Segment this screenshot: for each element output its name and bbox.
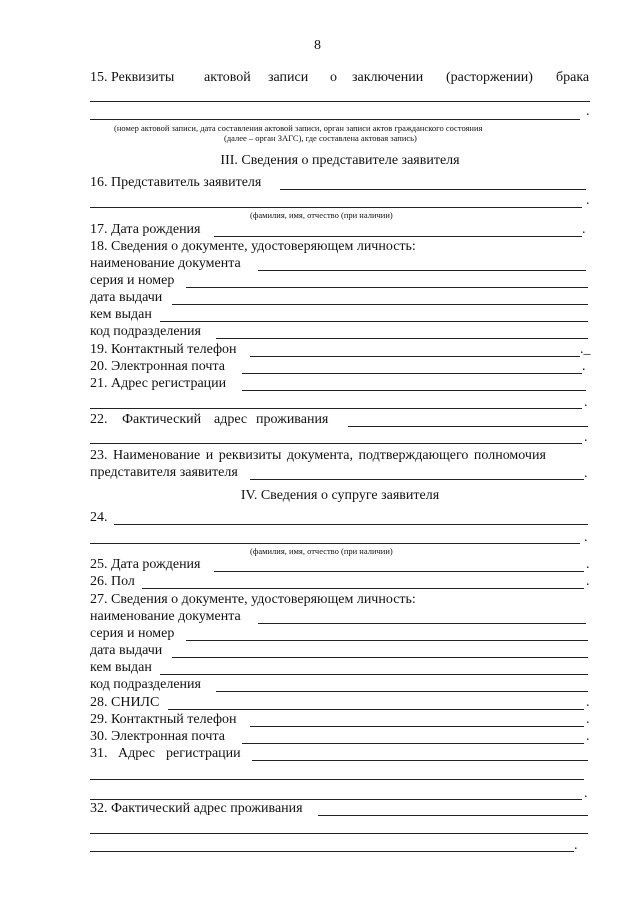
field-15-w3: записи — [268, 70, 309, 85]
field-23-line1: 23. Наименование и реквизиты документа, подтверждающего полномочия — [90, 448, 546, 463]
field-27-series-line[interactable] — [186, 640, 588, 641]
field-32-dot: . — [574, 838, 578, 853]
field-18-docname-label: наименование документа — [90, 256, 241, 271]
field-21-dot: . — [584, 395, 588, 410]
field-24-note: (фамилия, имя, отчество (при наличии) — [250, 546, 393, 556]
field-30-label: 30. Электронная почта — [90, 729, 225, 744]
field-18-issuedby-line[interactable] — [160, 321, 588, 322]
field-22-line-2[interactable] — [90, 443, 582, 444]
field-18-docname-line[interactable] — [258, 270, 586, 271]
field-27-issuedby-label: кем выдан — [90, 660, 152, 675]
field-31-line-3[interactable] — [90, 799, 582, 800]
field-30-dot: . — [586, 729, 590, 744]
field-20-dot: . — [582, 359, 586, 374]
field-15-w2: актовой — [204, 70, 251, 85]
field-29-label: 29. Контактный телефон — [90, 712, 237, 727]
field-21-line-2[interactable] — [90, 408, 582, 409]
field-18-issuedby-label: кем выдан — [90, 307, 152, 322]
field-19-line[interactable] — [250, 356, 580, 357]
field-22-w3: адрес — [214, 412, 248, 427]
field-31-w2: Адрес — [118, 746, 156, 761]
field-27-label: 27. Сведения о документе, удостоверяющем личность: — [90, 592, 416, 607]
field-18-issuedate-label: дата выдачи — [90, 290, 163, 305]
page-number: 8 — [314, 38, 321, 53]
field-23-line[interactable] — [250, 479, 584, 480]
field-18-series-label: серия и номер — [90, 273, 175, 288]
field-30-line[interactable] — [242, 743, 584, 744]
field-28-line[interactable] — [168, 709, 584, 710]
field-26-label: 26. Пол — [90, 574, 135, 589]
field-19-label: 19. Контактный телефон — [90, 342, 237, 357]
field-32-line-1[interactable] — [318, 815, 588, 816]
field-15-w6: (расторжении) — [446, 70, 533, 85]
field-18-deptcode-line[interactable] — [216, 338, 588, 339]
field-27-docname-label: наименование документа — [90, 609, 241, 624]
field-27-deptcode-label: код подразделения — [90, 677, 201, 692]
field-24-dot: . — [584, 530, 588, 545]
section-3-heading: III. Сведения о представителе заявителя — [220, 153, 460, 168]
field-20-label: 20. Электронная почта — [90, 359, 225, 374]
field-16-dot: . — [586, 193, 590, 208]
field-18-issuedate-line[interactable] — [172, 304, 588, 305]
field-21-label: 21. Адрес регистрации — [90, 376, 227, 391]
field-24-line-2[interactable] — [90, 543, 580, 544]
field-15-line-1[interactable] — [90, 101, 590, 102]
field-25-dot: . — [586, 557, 590, 572]
field-15-w1: 15. Реквизиты — [90, 70, 175, 85]
field-15-w4: о — [330, 70, 337, 85]
field-27-issuedate-label: дата выдачи — [90, 643, 163, 658]
field-16-line-2[interactable] — [90, 207, 582, 208]
field-16-label: 16. Представитель заявителя — [90, 175, 262, 190]
field-26-dot: . — [586, 574, 590, 589]
field-28-dot: . — [586, 695, 590, 710]
field-29-line[interactable] — [250, 726, 584, 727]
field-15-note-2: (далее – орган ЗАГС), где составлена актовая запись) — [224, 133, 417, 143]
field-31-line-2[interactable] — [90, 779, 584, 780]
field-23-dot: . — [584, 466, 588, 481]
field-15-w5: заключении — [352, 70, 424, 85]
field-25-label: 25. Дата рождения — [90, 557, 201, 572]
field-15-line-2[interactable] — [90, 119, 580, 120]
field-20-line[interactable] — [242, 373, 582, 374]
field-24-label: 24. — [90, 510, 108, 525]
field-24-line-1[interactable] — [114, 524, 588, 525]
field-32-line-2[interactable] — [90, 833, 588, 834]
field-31-w3: регистрации — [166, 746, 241, 761]
field-22-w4: проживания — [256, 412, 329, 427]
field-21-line-1[interactable] — [242, 390, 586, 391]
field-17-line[interactable] — [214, 236, 582, 237]
field-28-label: 28. СНИЛС — [90, 695, 160, 710]
field-29-dot: . — [586, 712, 590, 727]
field-18-series-line[interactable] — [186, 287, 588, 288]
field-31-w1: 31. — [90, 746, 108, 761]
field-27-deptcode-line[interactable] — [216, 691, 588, 692]
field-23-line2: представителя заявителя — [90, 465, 238, 480]
field-22-line-1[interactable] — [348, 426, 588, 427]
field-27-issuedate-line[interactable] — [172, 657, 588, 658]
field-31-line-1[interactable] — [252, 760, 588, 761]
field-32-line-3[interactable] — [90, 851, 574, 852]
section-4-heading: IV. Сведения о супруге заявителя — [240, 488, 440, 503]
field-32-label: 32. Фактический адрес проживания — [90, 801, 303, 816]
field-18-deptcode-label: код подразделения — [90, 324, 201, 339]
field-15-note-1: (номер актовой записи, дата составления актовой записи, орган записи актов гражданского состояния — [114, 123, 483, 133]
field-17-dot: . — [582, 222, 586, 237]
field-18-label: 18. Сведения о документе, удостоверяющем личность: — [90, 239, 416, 254]
field-27-issuedby-line[interactable] — [160, 674, 588, 675]
field-15-dot: . — [586, 104, 590, 119]
field-16-note: (фамилия, имя, отчество (при наличии) — [250, 210, 393, 220]
field-27-series-label: серия и номер — [90, 626, 175, 641]
field-27-docname-line[interactable] — [258, 623, 586, 624]
field-16-line-1[interactable] — [280, 189, 586, 190]
field-26-line[interactable] — [142, 588, 584, 589]
field-31-dot: . — [584, 786, 588, 801]
field-17-label: 17. Дата рождения — [90, 222, 201, 237]
field-25-line[interactable] — [214, 571, 584, 572]
field-22-w1: 22. — [90, 412, 108, 427]
field-15-w7: брака — [556, 70, 590, 85]
field-19-dot: ._ — [580, 342, 591, 357]
field-22-dot: . — [584, 430, 588, 445]
field-22-w2: Фактический — [122, 412, 202, 427]
